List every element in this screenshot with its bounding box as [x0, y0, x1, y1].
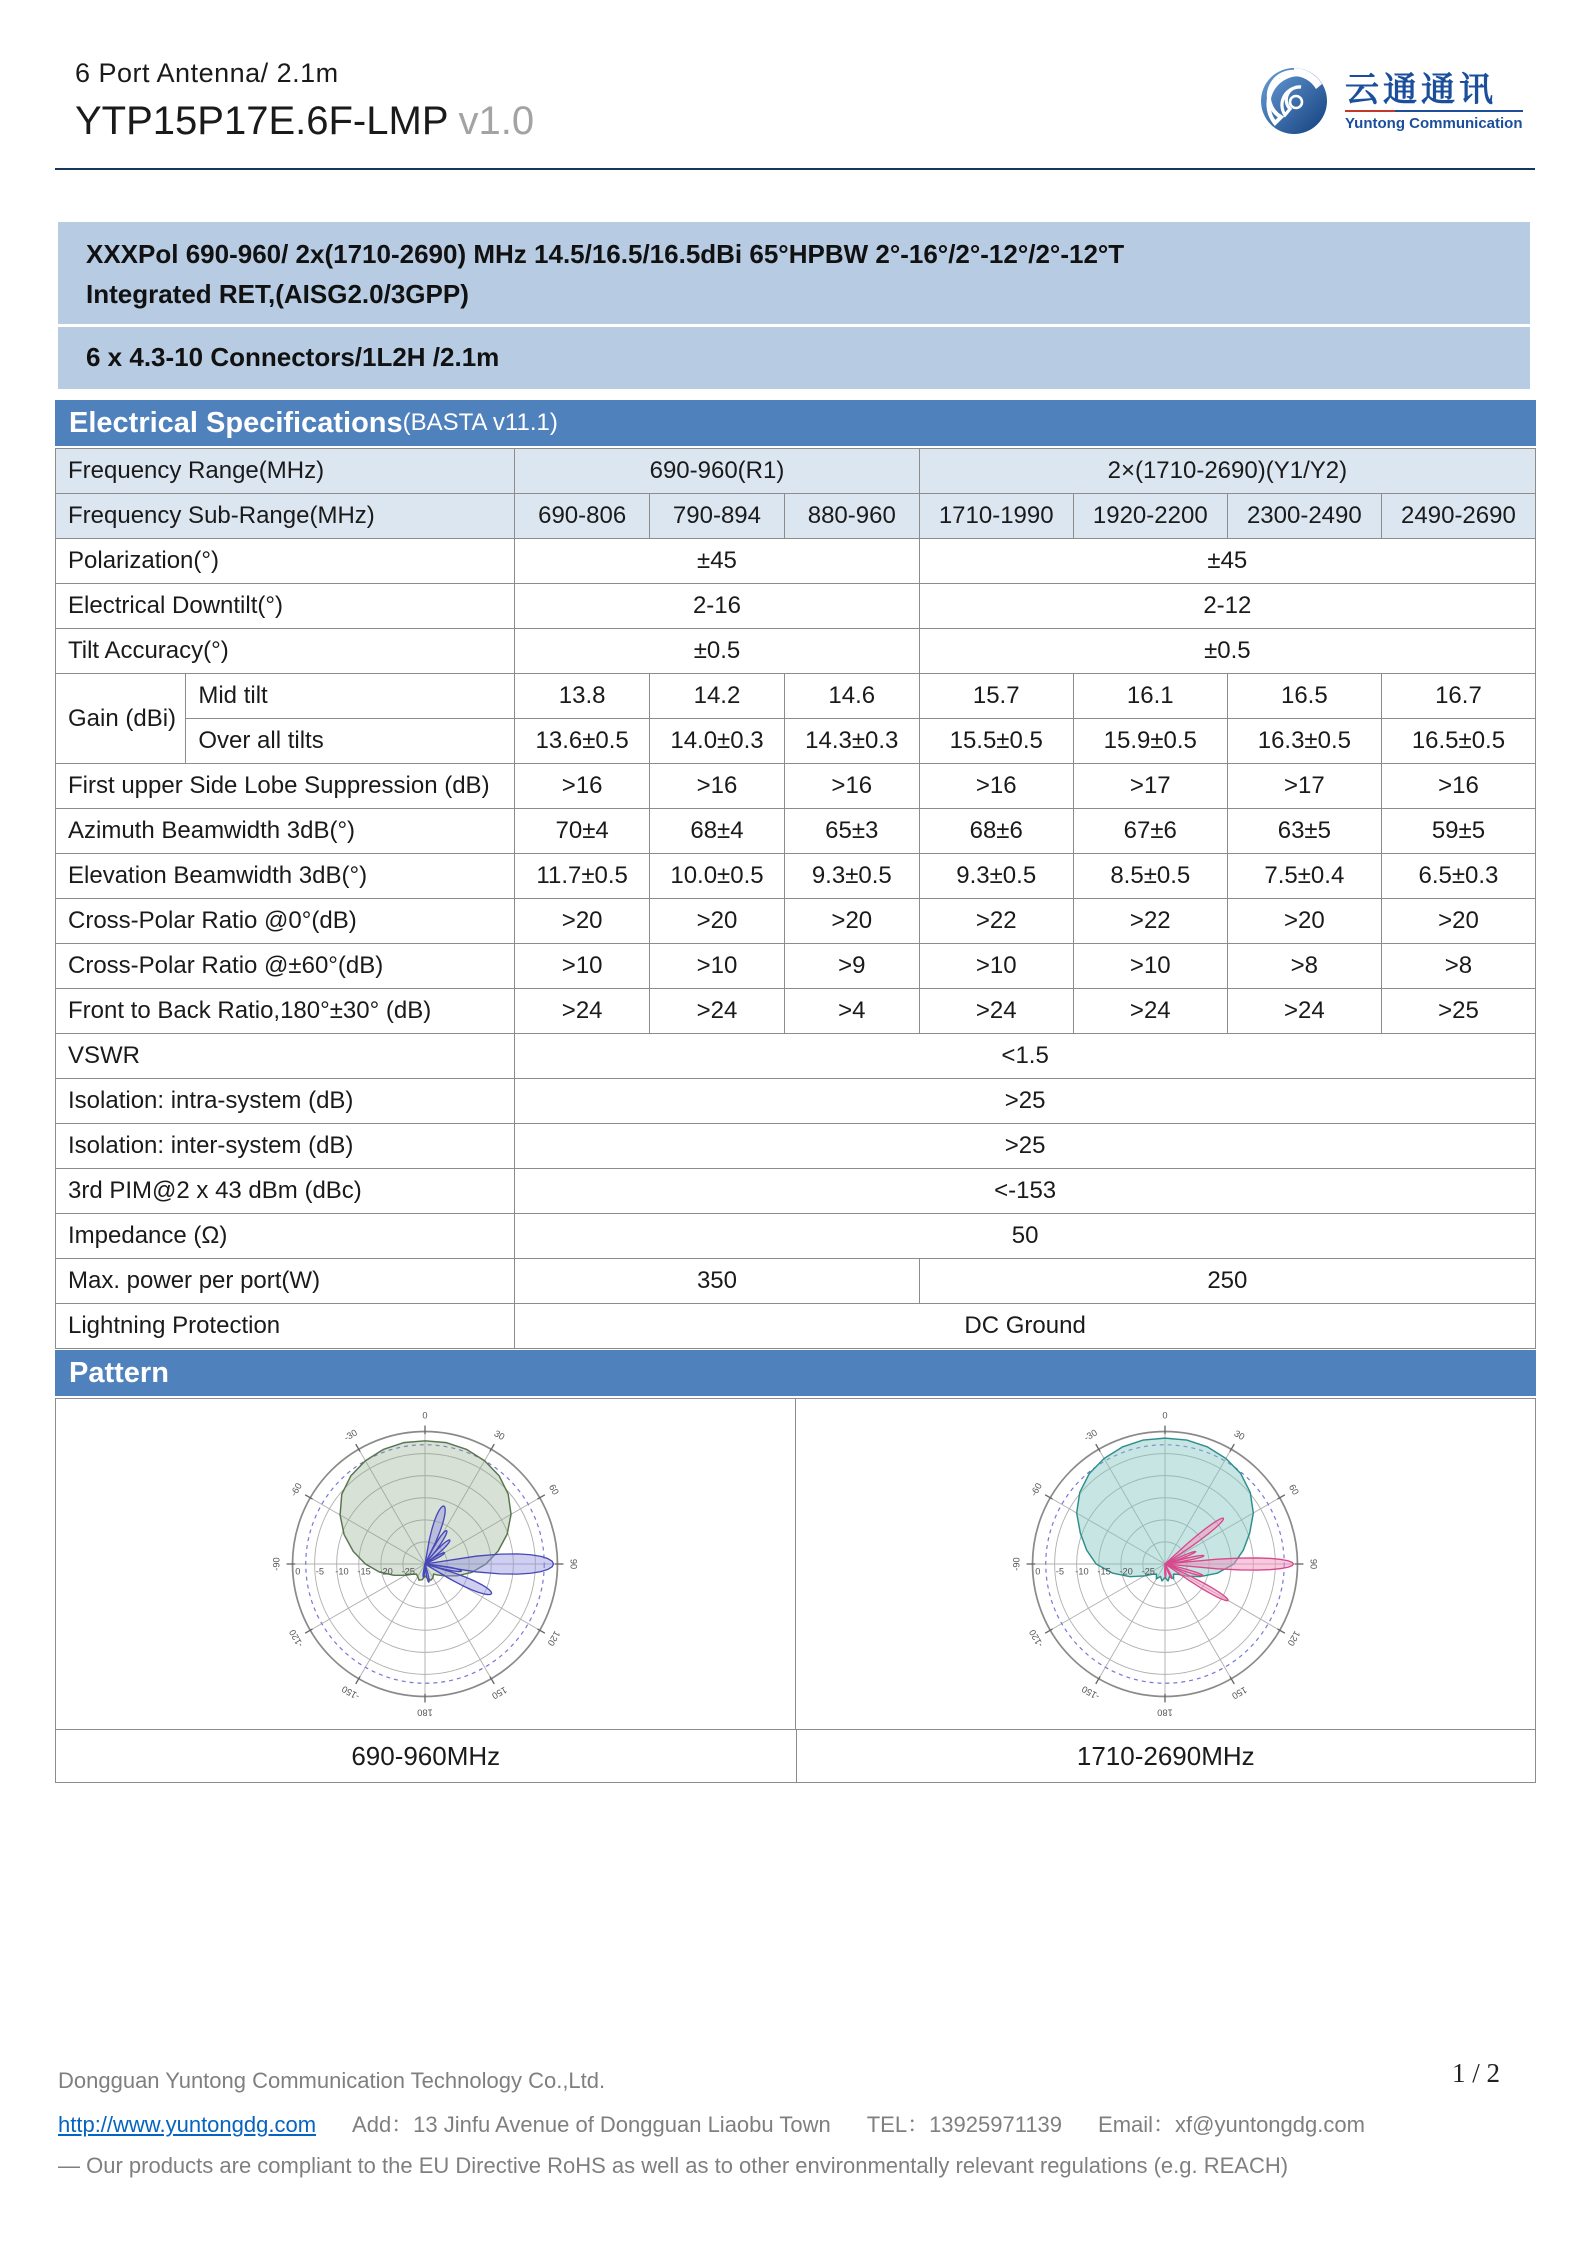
footer-contact-row	[58, 2108, 1538, 2139]
spec-value-cell: >4	[784, 989, 919, 1034]
spec-value-cell: 6.5±0.3	[1381, 854, 1535, 899]
spec-label-cell: Over all tilts	[186, 719, 515, 764]
spec-value-cell: 16.7	[1381, 674, 1535, 719]
electrical-specifications-table	[55, 448, 1536, 1349]
svg-text:180: 180	[417, 1707, 433, 1718]
polar-chart	[270, 1409, 580, 1719]
spec-value-cell: >20	[784, 899, 919, 944]
spec-label-cell: Impedance (Ω)	[56, 1214, 515, 1259]
logo-swirl-icon	[1255, 60, 1333, 143]
plot-caption-low-band: 690-960MHz	[56, 1729, 796, 1782]
spec-value-cell: DC Ground	[515, 1304, 1536, 1349]
summary-line-3: 6 x 4.3-10 Connectors/1L2H /2.1m	[86, 342, 500, 372]
spec-value-cell: >16	[515, 764, 650, 809]
spec-label-cell: First upper Side Lobe Suppression (dB)	[56, 764, 515, 809]
svg-text:0: 0	[422, 1410, 428, 1421]
electrical-specifications-header	[55, 400, 1536, 446]
svg-text:-5: -5	[316, 1566, 325, 1577]
spec-row	[56, 809, 1536, 854]
spec-label-cell: Polarization(°)	[56, 539, 515, 584]
svg-text:60: 60	[547, 1482, 561, 1497]
logo-en-text: Yuntong Communication	[1345, 114, 1523, 132]
svg-text:-15: -15	[357, 1566, 372, 1577]
spec-row	[56, 1034, 1536, 1079]
company-name: Dongguan Yuntong Communication Technology Co.,Ltd.	[58, 2068, 606, 2093]
spec-label-cell: Elevation Beamwidth 3dB(°)	[56, 854, 515, 899]
spec-value-cell: 13.6±0.5	[515, 719, 650, 764]
spec-value-cell: >8	[1227, 944, 1381, 989]
svg-text:150: 150	[1230, 1684, 1249, 1701]
spec-label-cell: Tilt Accuracy(°)	[56, 629, 515, 674]
spec-row	[56, 539, 1536, 584]
address-text: Add：13 Jinfu Avenue of Dongguan Liaobu Town	[352, 2112, 831, 2137]
model-number: YTP15P17E.6F-LMP	[75, 99, 449, 143]
spec-value-cell: 68±6	[919, 809, 1073, 854]
email-text: Email：xf@yuntongdg.com	[1098, 2112, 1365, 2137]
spec-value-cell: >20	[1227, 899, 1381, 944]
company-logo	[1255, 60, 1523, 143]
svg-text:-90: -90	[271, 1557, 282, 1571]
spec-value-cell: ±45	[919, 539, 1535, 584]
summary-line-1: XXXPol 690-960/ 2x(1710-2690) MHz 14.5/16.5/16.5dBi 65°HPBW 2°-16°/2°-12°/2°-12°T	[86, 239, 1125, 269]
svg-text:30: 30	[492, 1428, 507, 1443]
spec-value-cell: 50	[515, 1214, 1536, 1259]
pattern-header	[55, 1350, 1536, 1396]
spec-value-cell: >24	[1227, 989, 1381, 1034]
version-label: v1.0	[458, 99, 535, 143]
svg-text:-120: -120	[1027, 1627, 1046, 1649]
spec-value-cell: 15.5±0.5	[919, 719, 1073, 764]
svg-text:-60: -60	[288, 1481, 305, 1498]
spec-value-cell: <-153	[515, 1169, 1536, 1214]
spec-row	[56, 449, 1536, 494]
spec-label-cell: 3rd PIM@2 x 43 dBm (dBc)	[56, 1169, 515, 1214]
website-link[interactable]: http://www.yuntongdg.com	[58, 2112, 317, 2137]
spec-value-cell: 13.8	[515, 674, 650, 719]
summary-box	[58, 222, 1530, 389]
spec-row	[56, 584, 1536, 629]
pattern-box	[55, 1398, 1536, 1783]
electrical-title: Electrical Specifications	[69, 406, 403, 439]
spec-value-cell: >17	[1073, 764, 1227, 809]
page-number: 1 / 2	[1452, 2058, 1501, 2088]
spec-value-cell: 1920-2200	[1073, 494, 1227, 539]
spec-value-cell: 65±3	[784, 809, 919, 854]
spec-value-cell: >10	[1073, 944, 1227, 989]
svg-text:-90: -90	[1011, 1557, 1022, 1571]
spec-value-cell: >16	[1381, 764, 1535, 809]
pattern-section	[55, 1350, 1536, 1783]
spec-label-cell: Isolation: inter-system (dB)	[56, 1124, 515, 1169]
svg-text:0: 0	[295, 1566, 301, 1577]
header-rule	[55, 168, 1535, 170]
electrical-subtitle: (BASTA v11.1)	[402, 409, 558, 436]
spec-row	[56, 674, 1536, 719]
spec-value-cell: 68±4	[650, 809, 785, 854]
logo-divider	[1345, 110, 1523, 112]
spec-label-cell: Frequency Range(MHz)	[56, 449, 515, 494]
svg-text:30: 30	[1232, 1428, 1247, 1443]
spec-value-cell: 10.0±0.5	[650, 854, 785, 899]
pattern-title: Pattern	[69, 1356, 169, 1389]
spec-value-cell: >22	[919, 899, 1073, 944]
spec-label-cell: Gain (dBi)	[56, 674, 186, 764]
spec-value-cell: >9	[784, 944, 919, 989]
spec-value-cell: >20	[650, 899, 785, 944]
spec-label-cell: Azimuth Beamwidth 3dB(°)	[56, 809, 515, 854]
svg-text:180: 180	[1157, 1707, 1173, 1718]
spec-value-cell: 14.0±0.3	[650, 719, 785, 764]
spec-value-cell: >22	[1073, 899, 1227, 944]
spec-value-cell: >8	[1381, 944, 1535, 989]
plot-caption-high-band: 1710-2690MHz	[796, 1729, 1536, 1782]
spec-value-cell: 7.5±0.4	[1227, 854, 1381, 899]
spec-value-cell: >24	[1073, 989, 1227, 1034]
spec-value-cell: 14.6	[784, 674, 919, 719]
svg-text:150: 150	[490, 1684, 509, 1701]
spec-value-cell: >10	[515, 944, 650, 989]
spec-value-cell: 15.9±0.5	[1073, 719, 1227, 764]
spec-value-cell: 15.7	[919, 674, 1073, 719]
svg-text:120: 120	[545, 1629, 563, 1648]
polar-plot-high-band	[796, 1399, 1536, 1729]
spec-value-cell: >20	[515, 899, 650, 944]
svg-text:-30: -30	[342, 1427, 360, 1443]
svg-text:-150: -150	[1080, 1683, 1102, 1702]
spec-value-cell: 690-960(R1)	[515, 449, 919, 494]
product-title	[75, 99, 534, 144]
polar-plot-low-band	[56, 1399, 796, 1729]
product-subtitle: 6 Port Antenna/ 2.1m	[75, 58, 339, 88]
spec-value-cell: 350	[515, 1259, 919, 1304]
spec-value-cell: >10	[650, 944, 785, 989]
svg-text:-25: -25	[401, 1566, 416, 1577]
svg-text:120: 120	[1285, 1629, 1303, 1648]
spec-value-cell: 2×(1710-2690)(Y1/Y2)	[919, 449, 1535, 494]
spec-label-cell: VSWR	[56, 1034, 515, 1079]
spec-value-cell: 70±4	[515, 809, 650, 854]
svg-text:-150: -150	[340, 1683, 362, 1702]
spec-value-cell: 2300-2490	[1227, 494, 1381, 539]
spec-value-cell: >16	[919, 764, 1073, 809]
svg-text:-10: -10	[1075, 1566, 1089, 1577]
spec-value-cell: >16	[650, 764, 785, 809]
svg-text:90: 90	[568, 1558, 579, 1570]
spec-value-cell: 59±5	[1381, 809, 1535, 854]
spec-value-cell: 2-16	[515, 584, 919, 629]
spec-row	[56, 719, 1536, 764]
spec-value-cell: >24	[515, 989, 650, 1034]
spec-row	[56, 1124, 1536, 1169]
spec-value-cell: >24	[919, 989, 1073, 1034]
spec-value-cell: 1710-1990	[919, 494, 1073, 539]
spec-row	[56, 1079, 1536, 1124]
spec-row	[56, 629, 1536, 674]
polar-chart	[1010, 1409, 1320, 1719]
spec-value-cell: 11.7±0.5	[515, 854, 650, 899]
spec-label-cell: Frequency Sub-Range(MHz)	[56, 494, 515, 539]
svg-text:-15: -15	[1097, 1566, 1112, 1577]
spec-label-cell: Max. power per port(W)	[56, 1259, 515, 1304]
spec-label-cell: Mid tilt	[186, 674, 515, 719]
spec-value-cell: 67±6	[1073, 809, 1227, 854]
spec-row	[56, 1214, 1536, 1259]
logo-cn-text: 云通通讯	[1345, 70, 1497, 109]
svg-text:-25: -25	[1141, 1566, 1156, 1577]
spec-value-cell: >10	[919, 944, 1073, 989]
spec-row	[56, 989, 1536, 1034]
spec-value-cell: >25	[515, 1124, 1536, 1169]
svg-text:0: 0	[1035, 1566, 1041, 1577]
spec-row	[56, 854, 1536, 899]
spec-row	[56, 1259, 1536, 1304]
spec-value-cell: >25	[1381, 989, 1535, 1034]
spec-value-cell: >20	[1381, 899, 1535, 944]
spec-value-cell: 690-806	[515, 494, 650, 539]
spec-label-cell: Cross-Polar Ratio @0°(dB)	[56, 899, 515, 944]
spec-value-cell: 16.5±0.5	[1381, 719, 1535, 764]
spec-value-cell: 9.3±0.5	[784, 854, 919, 899]
spec-label-cell: Isolation: intra-system (dB)	[56, 1079, 515, 1124]
spec-value-cell: 9.3±0.5	[919, 854, 1073, 899]
spec-value-cell: >16	[784, 764, 919, 809]
spec-value-cell: >25	[515, 1079, 1536, 1124]
svg-text:60: 60	[1287, 1482, 1301, 1497]
spec-value-cell: 8.5±0.5	[1073, 854, 1227, 899]
svg-text:-10: -10	[335, 1566, 349, 1577]
spec-row	[56, 1304, 1536, 1349]
summary-cell-main	[58, 222, 1530, 327]
spec-value-cell: 790-894	[650, 494, 785, 539]
svg-text:-5: -5	[1056, 1566, 1065, 1577]
spec-value-cell: 250	[919, 1259, 1535, 1304]
spec-value-cell: 2490-2690	[1381, 494, 1535, 539]
spec-label-cell: Electrical Downtilt(°)	[56, 584, 515, 629]
spec-value-cell: >17	[1227, 764, 1381, 809]
spec-row	[56, 764, 1536, 809]
spec-label-cell: Cross-Polar Ratio @±60°(dB)	[56, 944, 515, 989]
summary-line-2: Integrated RET,(AISG2.0/3GPP)	[86, 279, 469, 309]
svg-text:-120: -120	[287, 1627, 306, 1649]
svg-text:90: 90	[1308, 1558, 1319, 1570]
compliance-note: — Our products are compliant to the EU Directive RoHS as well as to other environmentally relevant regulations (e.g. REACH)	[58, 2153, 1289, 2178]
tel-text: TEL：13925971139	[866, 2112, 1063, 2137]
spec-value-cell: ±45	[515, 539, 919, 584]
spec-value-cell: 16.5	[1227, 674, 1381, 719]
svg-text:-60: -60	[1028, 1481, 1045, 1498]
spec-value-cell: 14.2	[650, 674, 785, 719]
logo-text	[1345, 72, 1523, 132]
spec-row	[56, 494, 1536, 539]
footer	[58, 2068, 1538, 2179]
spec-row	[56, 1169, 1536, 1214]
spec-row	[56, 944, 1536, 989]
spec-value-cell: >24	[650, 989, 785, 1034]
spec-value-cell: <1.5	[515, 1034, 1536, 1079]
header	[75, 58, 534, 144]
svg-text:-20: -20	[379, 1566, 394, 1577]
spec-value-cell: 16.1	[1073, 674, 1227, 719]
svg-text:0: 0	[1162, 1410, 1168, 1421]
spec-value-cell: ±0.5	[919, 629, 1535, 674]
spec-label-cell: Lightning Protection	[56, 1304, 515, 1349]
svg-text:-20: -20	[1119, 1566, 1134, 1577]
spec-value-cell: ±0.5	[515, 629, 919, 674]
spec-value-cell: 16.3±0.5	[1227, 719, 1381, 764]
summary-cell-connectors	[58, 327, 1530, 389]
svg-text:-30: -30	[1082, 1427, 1100, 1443]
spec-value-cell: 880-960	[784, 494, 919, 539]
electrical-specifications-section	[55, 400, 1536, 1349]
spec-row	[56, 899, 1536, 944]
spec-value-cell: 2-12	[919, 584, 1535, 629]
spec-label-cell: Front to Back Ratio,180°±30° (dB)	[56, 989, 515, 1034]
spec-value-cell: 63±5	[1227, 809, 1381, 854]
spec-value-cell: 14.3±0.3	[784, 719, 919, 764]
